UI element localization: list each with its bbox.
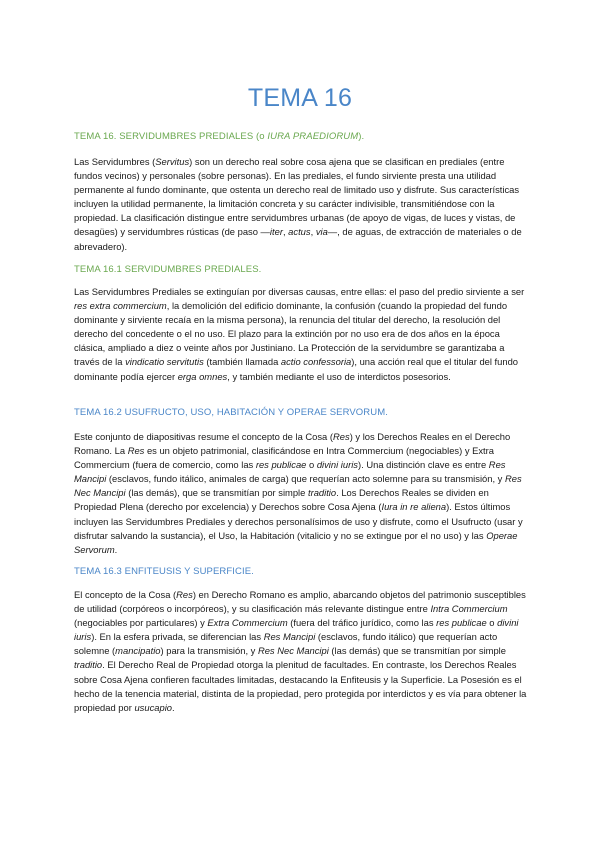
italic-term: actus [288,226,311,238]
text-run: . [114,543,118,555]
heading-end-text: ). [358,131,365,142]
italic-term: Operae Servorum [74,529,518,555]
heading-text: TEMA 16. SERVIDUMBRES PREDIALES (o [74,131,268,142]
text-run: Las Servidumbres Prediales se extinguían por diversas causas, entre ellas: el paso del predio sirviente a ser [74,286,525,297]
document-title: TEMA 16 [247,84,353,112]
text-run: ) en Derecho Romano es amplio, abarcando objetos del patrimonio susceptibles de utilidad (corpóreos o incorpóreos), y su clasificación más relevante distingue entre [74,589,526,615]
text-run: (también llamada [203,356,281,368]
text-run: ). Una distinción clave es entre [358,459,489,471]
section-heading-16-3: TEMA 16.3 ENFITEUSIS Y SUPERFICIE. [74,566,254,577]
text-run: ) para la transmisión, y [160,645,258,657]
text-run: El concepto de la Cosa ( [74,589,177,600]
text-run: , y también mediante el uso de interdictos posesorios. [227,370,451,382]
text-run: Las Servidumbres ( [74,156,156,167]
italic-term: Res [127,445,145,457]
text-run: (esclavos, fundo itálico, animales de carga) que requerían acto solemne para su transmisión, y [106,473,505,485]
section-heading-16-1: TEMA 16.1 SERVIDUMBRES PREDIALES. [74,264,262,275]
italic-term: Res [176,589,193,600]
italic-term: Res Nec Mancipi [74,473,522,499]
section-heading-16-2: TEMA 16.2 USUFRUCTO, USO, HABITACIÓN Y OPERAE SERVORUM. [74,407,388,418]
text-run: . [172,701,175,713]
italic-term: divini iuris [74,617,519,643]
text-run: (fuera del tráfico jurídico, como las [287,617,437,629]
text-run: ), una acción real que el titular del fundo dominante podía ejercer [74,356,519,382]
text-run: (esclavos, fundo itálico) que requerían acto solemne ( [74,631,498,657]
text-run: —, de aguas, de extracción de materiales o de abrevadero). [74,226,522,252]
italic-term: via [315,226,328,238]
text-run: Este conjunto de diapositivas resume el concepto de la Cosa ( [74,431,334,442]
italic-term: Intra Commercium [430,603,508,615]
text-run: ). Estos últimos incluyen las Servidumbres Prediales y derechos personalísimos de uso y disfrute, como el Usufructo (usar y disfrutar salvando la sustancia), el Uso, la Habitación (vitalicio y no se extingue por el no uso) y las [74,501,523,541]
text-run: ) son un derecho real sobre cosa ajena que se clasifican en prediales (entre fundos vecinos) y personales (sobre personas). En las prediales, el fundo sirviente presta una utilidad permanente al fundo dominante, que ostenta un derecho real de limitado uso y disfrute. Sus características incluyen la utilidad permanente, la limitación concreta y su carácter indivisible, transmitiéndose con la propiedad. La clasificación distingue entre servidumbres urbanas (de apoyo de vigas, de luces y vistas, de desagües) y servidumbres rústicas (de paso — [74,156,520,238]
italic-term: divini iuris [316,459,358,471]
italic-term: Iura in re aliena [381,501,447,513]
paragraph-servidumbres [74,155,528,254]
italic-term: Res Mancipi [263,631,316,643]
paragraph-res-derechos-reales [74,430,528,557]
italic-term: traditio [74,659,103,671]
paragraph-enfiteusis [74,588,528,715]
italic-term: res publicae [436,617,487,629]
italic-term: Res Nec Mancipi [257,645,329,657]
heading-italic-text: IURA PRAEDIORUM [267,131,359,142]
text-run: (negociables por particulares) y [74,617,208,629]
italic-term: traditio [307,487,337,499]
italic-term: res extra commercium [74,300,167,312]
text-run: o [486,617,498,629]
text-run: (las demás), que se transmitían por simple [125,487,308,499]
italic-term: mancipatio [115,645,161,657]
italic-term: res publicae [255,459,307,471]
text-run: . Los Derechos Reales se dividen en Propiedad Plena (derecho por excelencia) y Derechos sobre Cosa Ajena ( [74,487,489,513]
paragraph-extincion [74,285,528,384]
italic-term: Servitus [155,156,190,167]
italic-term: actio confessoria [280,356,352,368]
text-run: , la demolición del edificio dominante, la confusión (cuando la propiedad del fundo dominante y sirviente recaía en la misma persona), la renuncia del titular del derecho, la resolución del derecho del concedente o el no uso. El plazo para la extinción por no uso era de dos años en la época clásica, ampliado a diez o veinte años por Justiniano. La Protección de la servidumbre se garantizaba a través de la [74,300,508,368]
text-run: . El Derecho Real de Propiedad otorga la plenitud de facultades. En contraste, los Derechos Reales sobre Cosa Ajena confieren facultades limitadas, destacando la Enfiteusis y la Superficie. La Posesión es el hecho de la tenencia material, distinta de la propiedad, pero protegida por interdictos y es vía para obtener la propiedad por [74,659,527,713]
italic-term: Extra Commercium [207,617,288,629]
italic-term: erga omnes [177,370,228,382]
text-run: , [310,226,316,238]
text-run: (las demás) que se transmitían por simple [328,645,506,657]
text-run: o [306,459,317,471]
text-run: ). En la esfera privada, se diferencian las [91,631,264,643]
italic-term: vindicatio servitutis [125,356,204,368]
italic-term: Res Mancipi [74,459,506,485]
italic-term: Res [333,431,350,442]
italic-term: iter [269,226,283,238]
text-run: es un objeto patrimonial, clasificándose en Intra Commercium (negociables) y Extra Commercium (fuera de comercio, como las [74,445,494,471]
italic-term: usucapio [134,701,172,713]
section-heading-16 [74,131,534,142]
text-run: , [282,226,289,238]
text-run: ) y los Derechos Reales en el Derecho Romano. La [74,431,511,457]
